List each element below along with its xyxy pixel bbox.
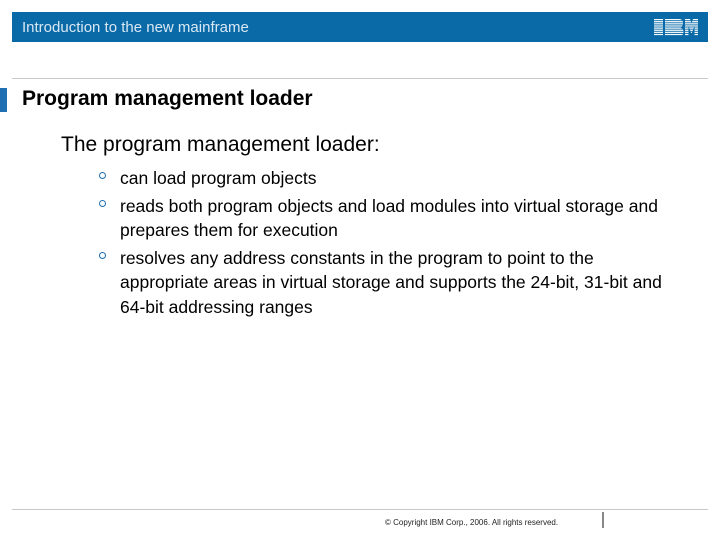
lead-text: The program management loader: <box>61 133 380 156</box>
bullet-dot-icon <box>99 200 106 207</box>
bullet-item <box>98 246 668 320</box>
bullet-list <box>98 166 668 322</box>
bullet-text: can load program objects <box>120 168 317 188</box>
copyright-notice: © Copyright IBM Corp., 2006. All rights reserved. <box>385 518 559 527</box>
header-divider <box>12 78 708 79</box>
bullet-dot-icon <box>99 252 106 259</box>
title-accent-bar <box>0 88 7 112</box>
ibm-logo-icon <box>654 19 698 36</box>
bullet-dot-icon <box>99 172 106 179</box>
course-title: Introduction to the new mainframe <box>22 19 249 36</box>
bullet-item <box>98 194 668 243</box>
footer-divider <box>12 509 708 510</box>
header-bar <box>12 12 708 42</box>
bullet-text: reads both program objects and load modules into virtual storage and prepares them for execution <box>120 195 658 240</box>
page-marker <box>602 512 604 528</box>
bullet-text: resolves any address constants in the program to point to the appropriate areas in virtual storage and supports the 24-bit, 31-bit and 64-bit addressing ranges <box>120 247 662 317</box>
slide-title: Program management loader <box>22 87 313 110</box>
bullet-item <box>98 166 668 191</box>
